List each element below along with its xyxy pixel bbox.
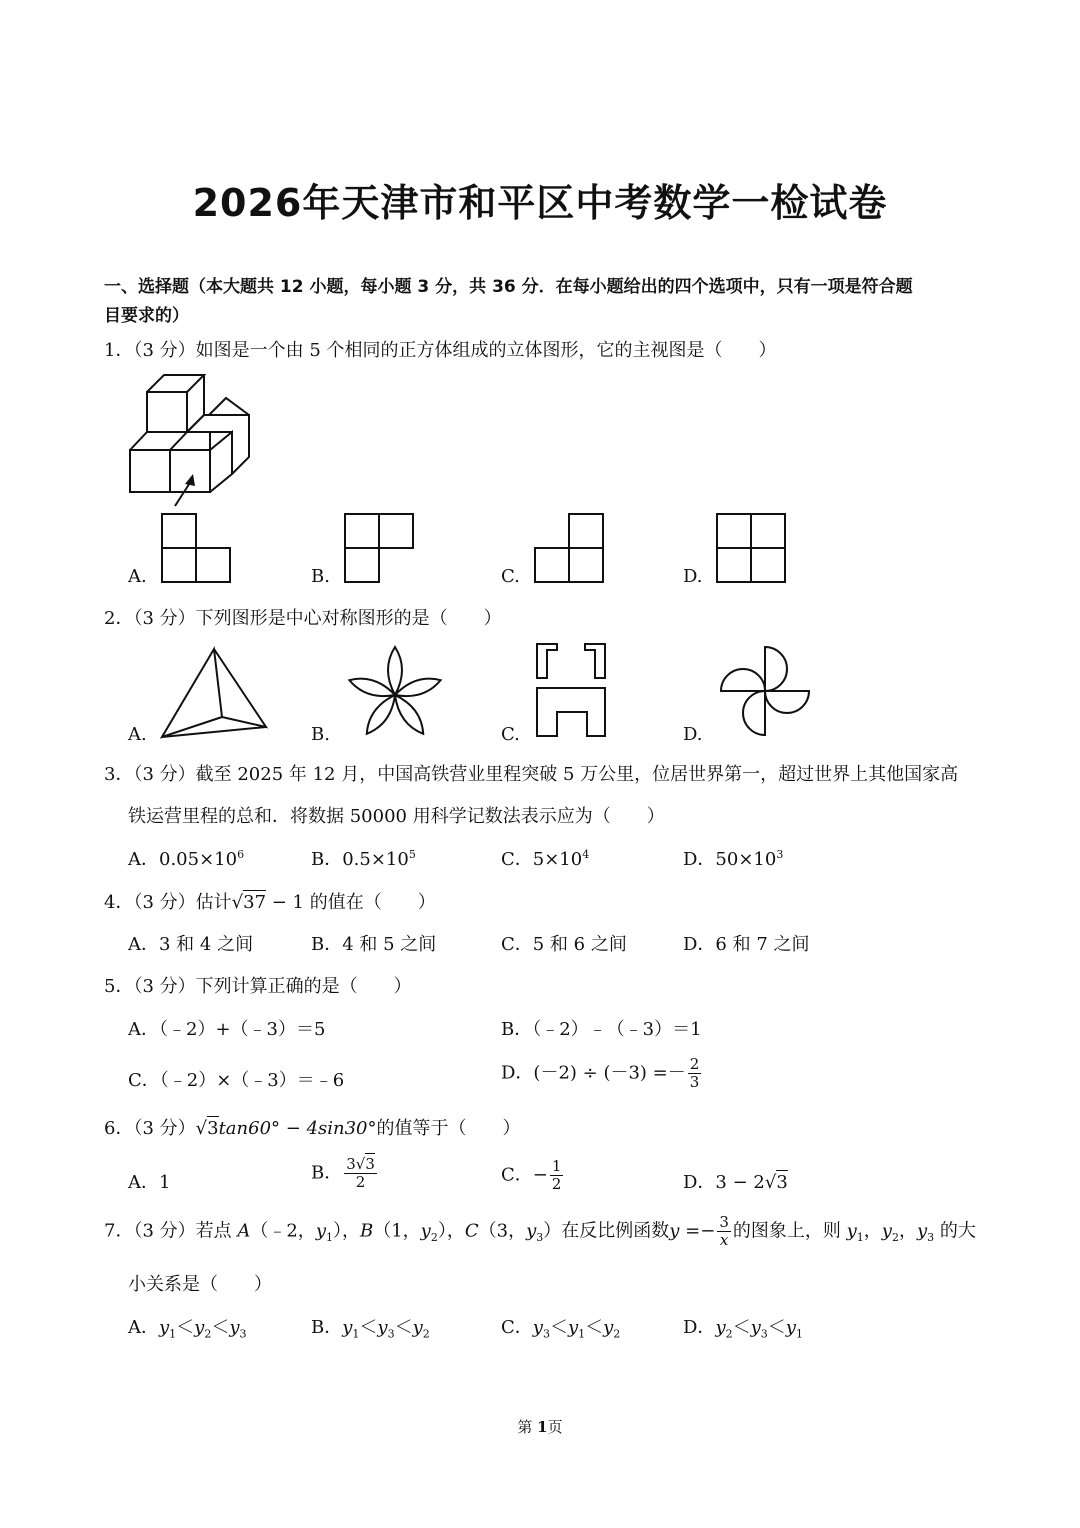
q4-option-c: C．5 和 6 之间 (501, 934, 627, 955)
q7-option-a: A．$y_1<y_2<y_3$ (128, 1317, 247, 1341)
q5-text: 5．（3 分）下列计算正确的是（ ） (104, 976, 412, 997)
section-heading-line2: 目要求的） (104, 306, 189, 326)
q2-option-a-figure (160, 645, 270, 740)
q1-option-c-label: C. (501, 566, 520, 587)
q3-option-b: B．$0.5\times 10^5$ (311, 848, 416, 870)
q1-option-a-label: A. (128, 566, 147, 587)
q3-text-line2: 铁运营里程的总和．将数据 50000 用科学记数法表示应为（ ） (128, 806, 665, 827)
section-heading-line1: 一、选择题（本大题共 12 小题，每小题 3 分，共 36 分．在每小题给出的四个选项中，只有一项是符合题 (104, 277, 913, 297)
q7-option-d: D．$y_2<y_3<y_1$ (683, 1317, 803, 1341)
q1-option-a-figure (160, 512, 234, 584)
q6-option-b: B． $\frac{3√3}{2}$ (311, 1155, 375, 1191)
q2-option-d-figure (718, 645, 814, 741)
q1-cube-figure (125, 370, 255, 510)
q3-option-d: D．$50\times 10^3$ (683, 848, 784, 870)
q1-option-b-figure (343, 512, 417, 584)
q7-text-line2: 小关系是（ ） (128, 1274, 272, 1295)
q5-option-c: C．（﹣2）×（﹣3）＝﹣6 (128, 1070, 345, 1091)
q5-option-b: B．（﹣2）﹣（﹣3）＝1 (501, 1019, 702, 1040)
q7-option-b: B．$y_1<y_3<y_2$ (311, 1317, 430, 1341)
page-title: 2026年天津市和平区中考数学一检试卷 (192, 181, 888, 225)
q3-text-line1: 3．（3 分）截至 2025 年 12 月，中国高铁营业里程突破 5 万公里，位居世界第一，超过世界上其他国家高 (104, 764, 959, 785)
q4-option-d: D．6 和 7 之间 (683, 934, 810, 955)
q6-option-d: D．3 − 2√3 (683, 1172, 788, 1193)
q2-option-b-figure (345, 645, 445, 740)
q7-option-c: C．$y_3<y_1<y_2$ (501, 1317, 621, 1341)
q4-text: 4．（3 分）估计√37 − 1 的值在（ ） (104, 892, 436, 913)
q2-option-c-label: C. (501, 724, 520, 745)
q3-option-a: A．$0.05\times 10^6$ (128, 848, 245, 870)
q4-option-b: B．4 和 5 之间 (311, 934, 437, 955)
q3-option-c: C．$5\times 10^4$ (501, 848, 590, 870)
q2-option-a-label: A. (128, 724, 147, 745)
q5-option-d: D．(－2) ÷ (－3) =－ $\frac{2}{3}$ (501, 1055, 700, 1091)
q1-option-d-label: D. (683, 566, 703, 587)
q1-option-b-label: B. (311, 566, 330, 587)
q1-option-c-figure (533, 512, 607, 584)
q6-text: 6．（3 分）√3tan60° − 4sin30°的值等于（ ） (104, 1118, 521, 1139)
q2-option-d-label: D. (683, 724, 703, 745)
q2-option-b-label: B. (311, 724, 330, 745)
q7-text-line1: 7．（3 分）若点 A（﹣2，$y_1$），B（1，$y_2$），C（3，$y_3$）在反比例函数y =− $\frac{3}{x}$ 的图象上，则 $y_1$，$y_2$，$y_3$ 的大 (104, 1213, 976, 1249)
q1-option-d-figure (715, 512, 789, 584)
q4-option-a: A．3 和 4 之间 (128, 934, 254, 955)
q6-option-a: A．1 (128, 1172, 171, 1193)
q5-option-a: A．（﹣2）+（﹣3）＝5 (128, 1019, 326, 1040)
page-number: 第 1页 (517, 1418, 563, 1436)
q6-option-c: C．− $\frac{1}{2}$ (501, 1157, 562, 1193)
q2-text: 2．（3 分）下列图形是中心对称图形的是（ ） (104, 608, 502, 629)
q1-text: 1．（3 分）如图是一个由 5 个相同的正方体组成的立体图形，它的主视图是（ ） (104, 340, 777, 361)
q2-option-c-figure (535, 642, 610, 740)
